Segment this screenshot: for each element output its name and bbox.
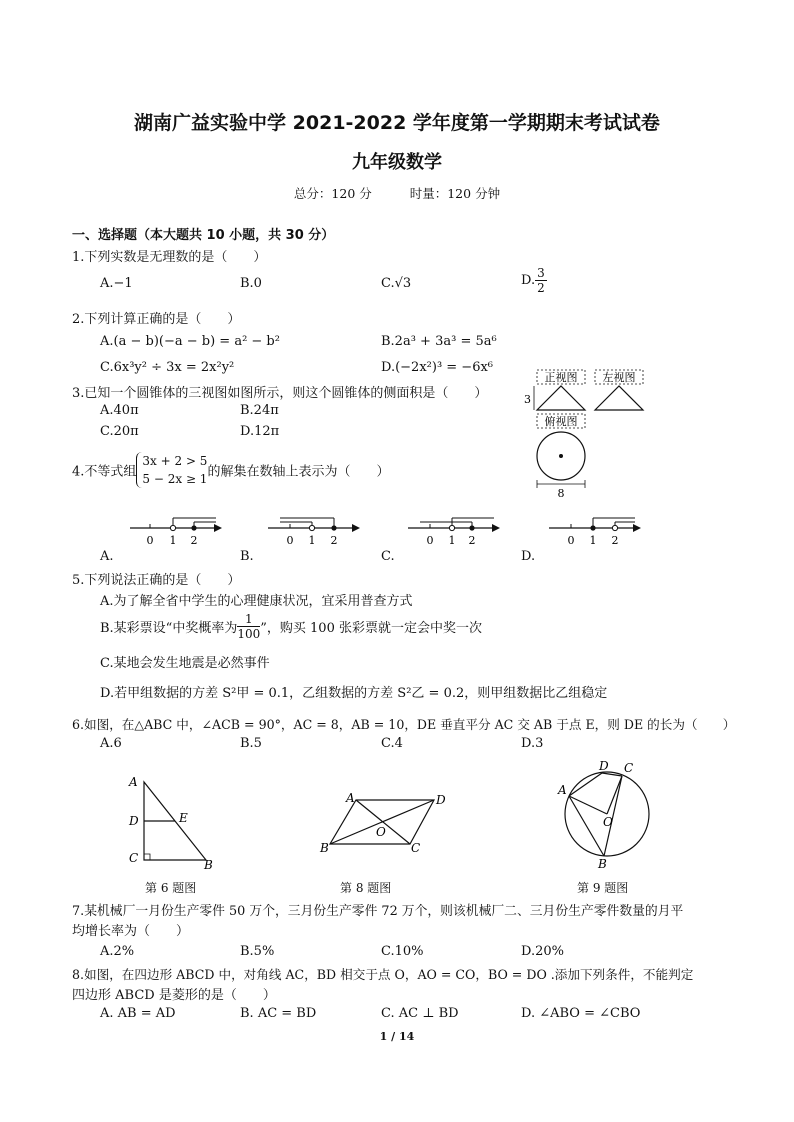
q8-option-b: B. AC = BD (240, 1006, 317, 1021)
svg-text:E: E (179, 811, 188, 825)
height-label: 3 (524, 393, 531, 406)
svg-text:2: 2 (330, 534, 338, 547)
fig9-caption: 第 9 题图 (577, 881, 629, 895)
q3-stem: 3.已知一个圆锥体的三视图如图所示，则这个圆锥体的侧面积是（ ） (72, 386, 488, 401)
q5-option-b: B.某彩票设“中奖概率为 $\frac{1}{100}$ ”，购买 100 张彩票就一定会中奖一次 (100, 612, 482, 641)
q4-numberline-b (264, 514, 360, 548)
q4-option-b: B. (240, 549, 254, 564)
front-view-triangle (537, 386, 585, 410)
q3-option-d: D.12π (240, 424, 280, 439)
svg-text:1: 1 (589, 534, 597, 547)
fig6-triangle (120, 770, 220, 870)
q2-option-a: A.(a − b)(−a − b) = a² − b² (100, 334, 280, 349)
q5-option-d: D.若甲组数据的方差 S²甲 = 0.1，乙组数据的方差 S²乙 = 0.2，则甲组数据比乙组稳定 (100, 686, 608, 701)
q8-stem-line1: 8.如图，在四边形 ABCD 中，对角线 AC，BD 相交于点 O，AO = CO，BO = DO .添加下列条件，不能判定 (72, 967, 694, 982)
q4-inequality-1: 3x + 2 > 5 (142, 454, 208, 468)
svg-text:C: C (411, 841, 421, 855)
time-limit: 时量：120 分钟 (409, 186, 501, 201)
page-number: 1 / 14 (379, 1030, 415, 1043)
fig8-caption: 第 8 题图 (340, 881, 392, 895)
q7-option-a: A.2% (100, 944, 135, 959)
q1-stem: 1.下列实数是无理数的是（ ） (72, 250, 267, 265)
q2-option-d: D.(−2x²)³ = −6x⁶ (381, 360, 494, 375)
q1-option-b: B.0 (240, 276, 262, 291)
q6-option-a: A.6 (100, 736, 122, 751)
svg-text:B: B (598, 857, 607, 870)
left-view-label: 左视图 (602, 371, 636, 384)
svg-text:D: D (129, 814, 139, 828)
fig9-circle (552, 758, 670, 870)
q4-numberline-c (404, 514, 500, 548)
q7-option-b: B.5% (240, 944, 275, 959)
width-label: 8 (557, 487, 565, 500)
svg-text:2: 2 (611, 534, 619, 547)
total-score: 总分：120 分 (293, 186, 372, 201)
svg-text:C: C (624, 761, 634, 775)
top-view-label: 俯视图 (544, 415, 578, 428)
exam-meta (0, 184, 794, 202)
q5-stem: 5.下列说法正确的是（ ） (72, 573, 241, 588)
q4-stem: 4.不等式组 3x + 2 > 5 5 − 2x ≥ 1 的解集在数轴上表示为（ ） (72, 454, 390, 486)
svg-text:0: 0 (286, 534, 294, 547)
q8-option-d: D. ∠ABO = ∠CBO (521, 1006, 641, 1021)
q8-option-c: C. AC ⊥ BD (381, 1006, 459, 1021)
svg-text:0: 0 (146, 534, 154, 547)
svg-text:1: 1 (308, 534, 316, 547)
svg-text:1: 1 (448, 534, 456, 547)
front-view-label: 正视图 (544, 371, 578, 384)
q6-option-d: D.3 (521, 736, 544, 751)
q4-inequality-2: 5 − 2x ≥ 1 (142, 472, 208, 486)
q8-stem-line2: 四边形 ABCD 是菱形的是（ ） (72, 988, 276, 1003)
q4-numberline-a (126, 514, 222, 548)
section-heading: 一、选择题（本大题共 10 小题，共 30 分） (72, 228, 335, 243)
q6-option-b: B.5 (240, 736, 262, 751)
q1-option-c: C.√3 (381, 276, 412, 291)
q1-option-a: A.−1 (100, 276, 133, 291)
svg-text:C: C (129, 851, 139, 865)
q2-option-b: B.2a³ + 3a³ = 5a⁶ (381, 334, 497, 349)
fig6-caption: 第 6 题图 (145, 881, 197, 895)
left-view-triangle (595, 386, 643, 410)
q7-stem-line2: 均增长率为（ ） (72, 924, 190, 939)
svg-text:2: 2 (190, 534, 198, 547)
q8-option-a: A. AB = AD (100, 1006, 176, 1021)
exam-title: 湖南广益实验中学 2021-2022 学年度第一学期期末考试试卷 (134, 112, 660, 134)
q5-option-a: A.为了解全省中学生的心理健康状况，宜采用普查方式 (100, 594, 413, 609)
q7-stem-line1: 7.某机械厂一月份生产零件 50 万个，三月份生产零件 72 万个，则该机械厂二、三月份生产零件数量的月平 (72, 904, 684, 919)
q6-stem: 6.如图，在△ABC 中，∠ACB = 90°，AC = 8，AB = 10，DE 垂直平分 AC 交 AB 于点 E，则 DE 的长为（ ） (72, 717, 736, 732)
q3-option-a: A.40π (100, 403, 139, 418)
q3-three-view-figure (522, 366, 652, 500)
q6-option-c: C.4 (381, 736, 403, 751)
svg-text:D: D (436, 793, 446, 807)
q5-option-c: C.某地会发生地震是必然事件 (100, 656, 270, 671)
q4-numberline-d (545, 514, 641, 548)
q4-option-a: A. (100, 549, 114, 564)
svg-text:B: B (204, 858, 213, 870)
svg-text:1: 1 (169, 534, 177, 547)
q4-option-c: C. (381, 549, 395, 564)
svg-text:0: 0 (426, 534, 434, 547)
q2-stem: 2.下列计算正确的是（ ） (72, 312, 241, 327)
svg-text:B: B (320, 841, 329, 855)
svg-text:A: A (558, 783, 567, 797)
svg-text:D: D (599, 759, 609, 773)
exam-subtitle: 九年级数学 (352, 152, 442, 173)
q3-option-b: B.24π (240, 403, 279, 418)
svg-text:A: A (129, 775, 138, 789)
svg-text:A: A (346, 791, 355, 805)
svg-text:0: 0 (567, 534, 575, 547)
q7-option-d: D.20% (521, 944, 564, 959)
q7-option-c: C.10% (381, 944, 424, 959)
q1-option-d: D. $\frac{3}{2}$ (521, 266, 545, 295)
q2-option-c: C.6x³y² ÷ 3x = 2x²y² (100, 360, 235, 375)
svg-text:O: O (376, 825, 386, 839)
q3-option-c: C.20π (100, 424, 139, 439)
svg-text:O: O (603, 815, 613, 829)
q4-option-d: D. (521, 549, 536, 564)
svg-text:2: 2 (468, 534, 476, 547)
fig8-quadrilateral (316, 788, 452, 858)
